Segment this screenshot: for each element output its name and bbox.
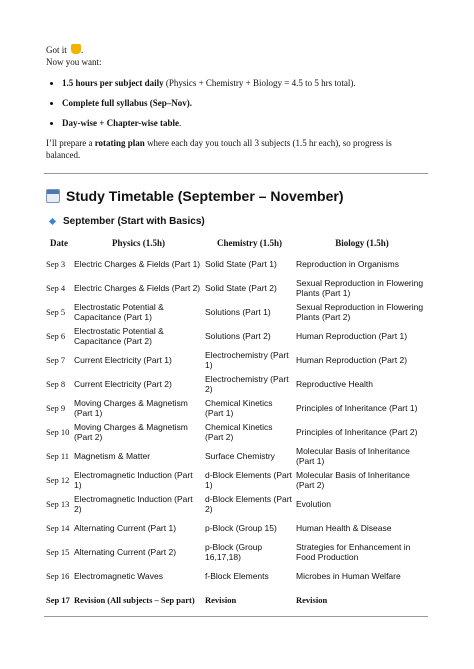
table-row bbox=[45, 348, 429, 372]
chemistry-cell: d-Block Elements (Part 2) bbox=[205, 494, 292, 514]
chemistry-cell: f-Block Elements bbox=[205, 571, 269, 581]
table-row bbox=[45, 492, 429, 516]
date-cell: Sep 9 bbox=[46, 403, 66, 413]
section-heading bbox=[46, 216, 428, 227]
table-row bbox=[45, 252, 429, 276]
list-item-bold: 1.5 hours per subject daily bbox=[62, 78, 164, 88]
physics-cell: Electromagnetic Waves bbox=[74, 571, 163, 581]
timetable bbox=[45, 236, 429, 612]
physics-cell: Electromagnetic Induction (Part 2) bbox=[74, 494, 193, 514]
biology-cell: Principles of Inheritance (Part 2) bbox=[296, 427, 418, 437]
plan-paragraph bbox=[46, 137, 428, 161]
biology-cell: Molecular Basis of Inheritance (Part 1) bbox=[296, 446, 410, 466]
blue-diamond-icon bbox=[49, 218, 56, 225]
physics-cell: Moving Charges & Magnetism (Part 2) bbox=[74, 422, 188, 442]
table-row bbox=[45, 396, 429, 420]
biology-cell: Reproductive Health bbox=[296, 379, 374, 389]
biology-cell: Revision bbox=[296, 595, 328, 605]
requirements-list bbox=[46, 77, 428, 129]
biology-cell: Microbes in Human Welfare bbox=[296, 571, 401, 581]
biology-cell: Human Health & Disease bbox=[296, 523, 392, 533]
date-cell: Sep 4 bbox=[46, 283, 66, 293]
chemistry-cell: Solid State (Part 1) bbox=[205, 259, 277, 269]
biology-cell: Reproduction in Organisms bbox=[296, 259, 399, 269]
list-item-bold: Day-wise + Chapter-wise table bbox=[62, 118, 180, 128]
intro-block bbox=[46, 44, 428, 161]
date-cell: Sep 5 bbox=[46, 307, 66, 317]
table-row bbox=[45, 276, 429, 300]
column-header: Chemistry (1.5h) bbox=[217, 238, 282, 248]
intro-line1-text: Got it bbox=[46, 45, 67, 55]
table-row bbox=[45, 516, 429, 540]
page-title-text: Study Timetable (September – November) bbox=[66, 188, 344, 204]
date-cell: Sep 16 bbox=[46, 571, 70, 581]
table-row bbox=[45, 564, 429, 588]
section-heading-text: September (Start with Basics) bbox=[63, 216, 205, 227]
table-row bbox=[45, 540, 429, 564]
calendar-icon bbox=[46, 189, 60, 203]
physics-cell: Alternating Current (Part 2) bbox=[74, 547, 177, 557]
biology-cell: Sexual Reproduction in Flowering Plants (Part 2) bbox=[296, 302, 424, 322]
physics-cell: Alternating Current (Part 1) bbox=[74, 523, 177, 533]
date-cell: Sep 13 bbox=[46, 499, 70, 509]
intro-line1: Got it . bbox=[46, 45, 84, 55]
table-row bbox=[45, 300, 429, 324]
physics-cell: Electromagnetic Induction (Part 1) bbox=[74, 470, 193, 490]
date-cell: Sep 10 bbox=[46, 427, 70, 437]
chemistry-cell: p-Block (Group 16,17,18) bbox=[205, 542, 263, 562]
column-header: Biology (1.5h) bbox=[335, 238, 389, 248]
chemistry-cell: Chemical Kinetics (Part 2) bbox=[205, 422, 273, 442]
chemistry-cell: Chemical Kinetics (Part 1) bbox=[205, 398, 273, 418]
table-row bbox=[45, 324, 429, 348]
physics-cell: Electric Charges & Fields (Part 1) bbox=[74, 259, 201, 269]
physics-cell: Magnetism & Matter bbox=[74, 451, 151, 461]
physics-cell: Electrostatic Potential & Capacitance (Part 2) bbox=[74, 326, 164, 346]
chemistry-cell: Revision bbox=[205, 595, 237, 605]
date-cell: Sep 12 bbox=[46, 475, 70, 485]
date-cell: Sep 7 bbox=[46, 355, 66, 365]
physics-cell: Electric Charges & Fields (Part 2) bbox=[74, 283, 201, 293]
chemistry-cell: Solutions (Part 2) bbox=[205, 331, 271, 341]
chemistry-cell: Electrochemistry (Part 2) bbox=[205, 374, 289, 394]
chemistry-cell: Surface Chemistry bbox=[205, 451, 275, 461]
table-row bbox=[45, 468, 429, 492]
column-header: Date bbox=[50, 238, 68, 248]
chemistry-cell: p-Block (Group 15) bbox=[205, 523, 277, 533]
date-cell: Sep 6 bbox=[46, 331, 66, 341]
date-cell: Sep 8 bbox=[46, 379, 66, 389]
date-cell: Sep 3 bbox=[46, 259, 66, 269]
date-cell: Sep 17 bbox=[46, 595, 70, 605]
divider bbox=[44, 616, 428, 617]
list-item bbox=[62, 117, 428, 129]
list-item bbox=[62, 77, 428, 89]
plan-text-bold: rotating plan bbox=[94, 138, 145, 148]
chemistry-cell: Solid State (Part 2) bbox=[205, 283, 277, 293]
physics-cell: Moving Charges & Magnetism (Part 1) bbox=[74, 398, 188, 418]
biology-cell: Human Reproduction (Part 2) bbox=[296, 355, 408, 365]
physics-cell: Current Electricity (Part 2) bbox=[74, 379, 172, 389]
thumbs-up-icon bbox=[71, 44, 81, 54]
page-title bbox=[46, 188, 428, 204]
table-row bbox=[45, 444, 429, 468]
physics-cell: Electrostatic Potential & Capacitance (Part 1) bbox=[74, 302, 164, 322]
date-cell: Sep 15 bbox=[46, 547, 70, 557]
plan-text-pre: I’ll prepare a bbox=[46, 138, 95, 148]
chemistry-cell: Electrochemistry (Part 1) bbox=[205, 350, 289, 370]
biology-cell: Strategies for Enhancement in Food Production bbox=[296, 542, 411, 562]
table-row bbox=[45, 420, 429, 444]
table-row bbox=[45, 372, 429, 396]
timetable-body bbox=[45, 252, 429, 612]
biology-cell: Sexual Reproduction in Flowering Plants (Part 1) bbox=[296, 278, 424, 298]
date-cell: Sep 11 bbox=[46, 451, 70, 461]
divider bbox=[44, 173, 428, 174]
plan-text-post: where each day you touch all 3 subjects (1.5 hr each), so progress is balanced. bbox=[46, 138, 392, 160]
biology-cell: Molecular Basis of Inheritance (Part 2) bbox=[296, 470, 410, 490]
intro-line2: Now you want: bbox=[46, 57, 102, 67]
list-item-text: . bbox=[179, 118, 182, 128]
physics-cell: Current Electricity (Part 1) bbox=[74, 355, 172, 365]
chemistry-cell: d-Block Elements (Part 1) bbox=[205, 470, 292, 490]
table-row bbox=[45, 588, 429, 612]
list-item bbox=[62, 97, 428, 109]
biology-cell: Principles of Inheritance (Part 1) bbox=[296, 403, 418, 413]
biology-cell: Human Reproduction (Part 1) bbox=[296, 331, 408, 341]
physics-cell: Revision (All subjects – Sep part) bbox=[74, 595, 195, 605]
chemistry-cell: Solutions (Part 1) bbox=[205, 307, 271, 317]
table-header-row bbox=[45, 236, 429, 252]
date-cell: Sep 14 bbox=[46, 523, 70, 533]
list-item-bold: Complete full syllabus (Sep–Nov). bbox=[62, 98, 193, 108]
list-item-text: (Physics + Chemistry + Biology = 4.5 to 5 hrs total). bbox=[163, 78, 356, 88]
column-header: Physics (1.5h) bbox=[111, 238, 165, 248]
biology-cell: Evolution bbox=[296, 499, 331, 509]
